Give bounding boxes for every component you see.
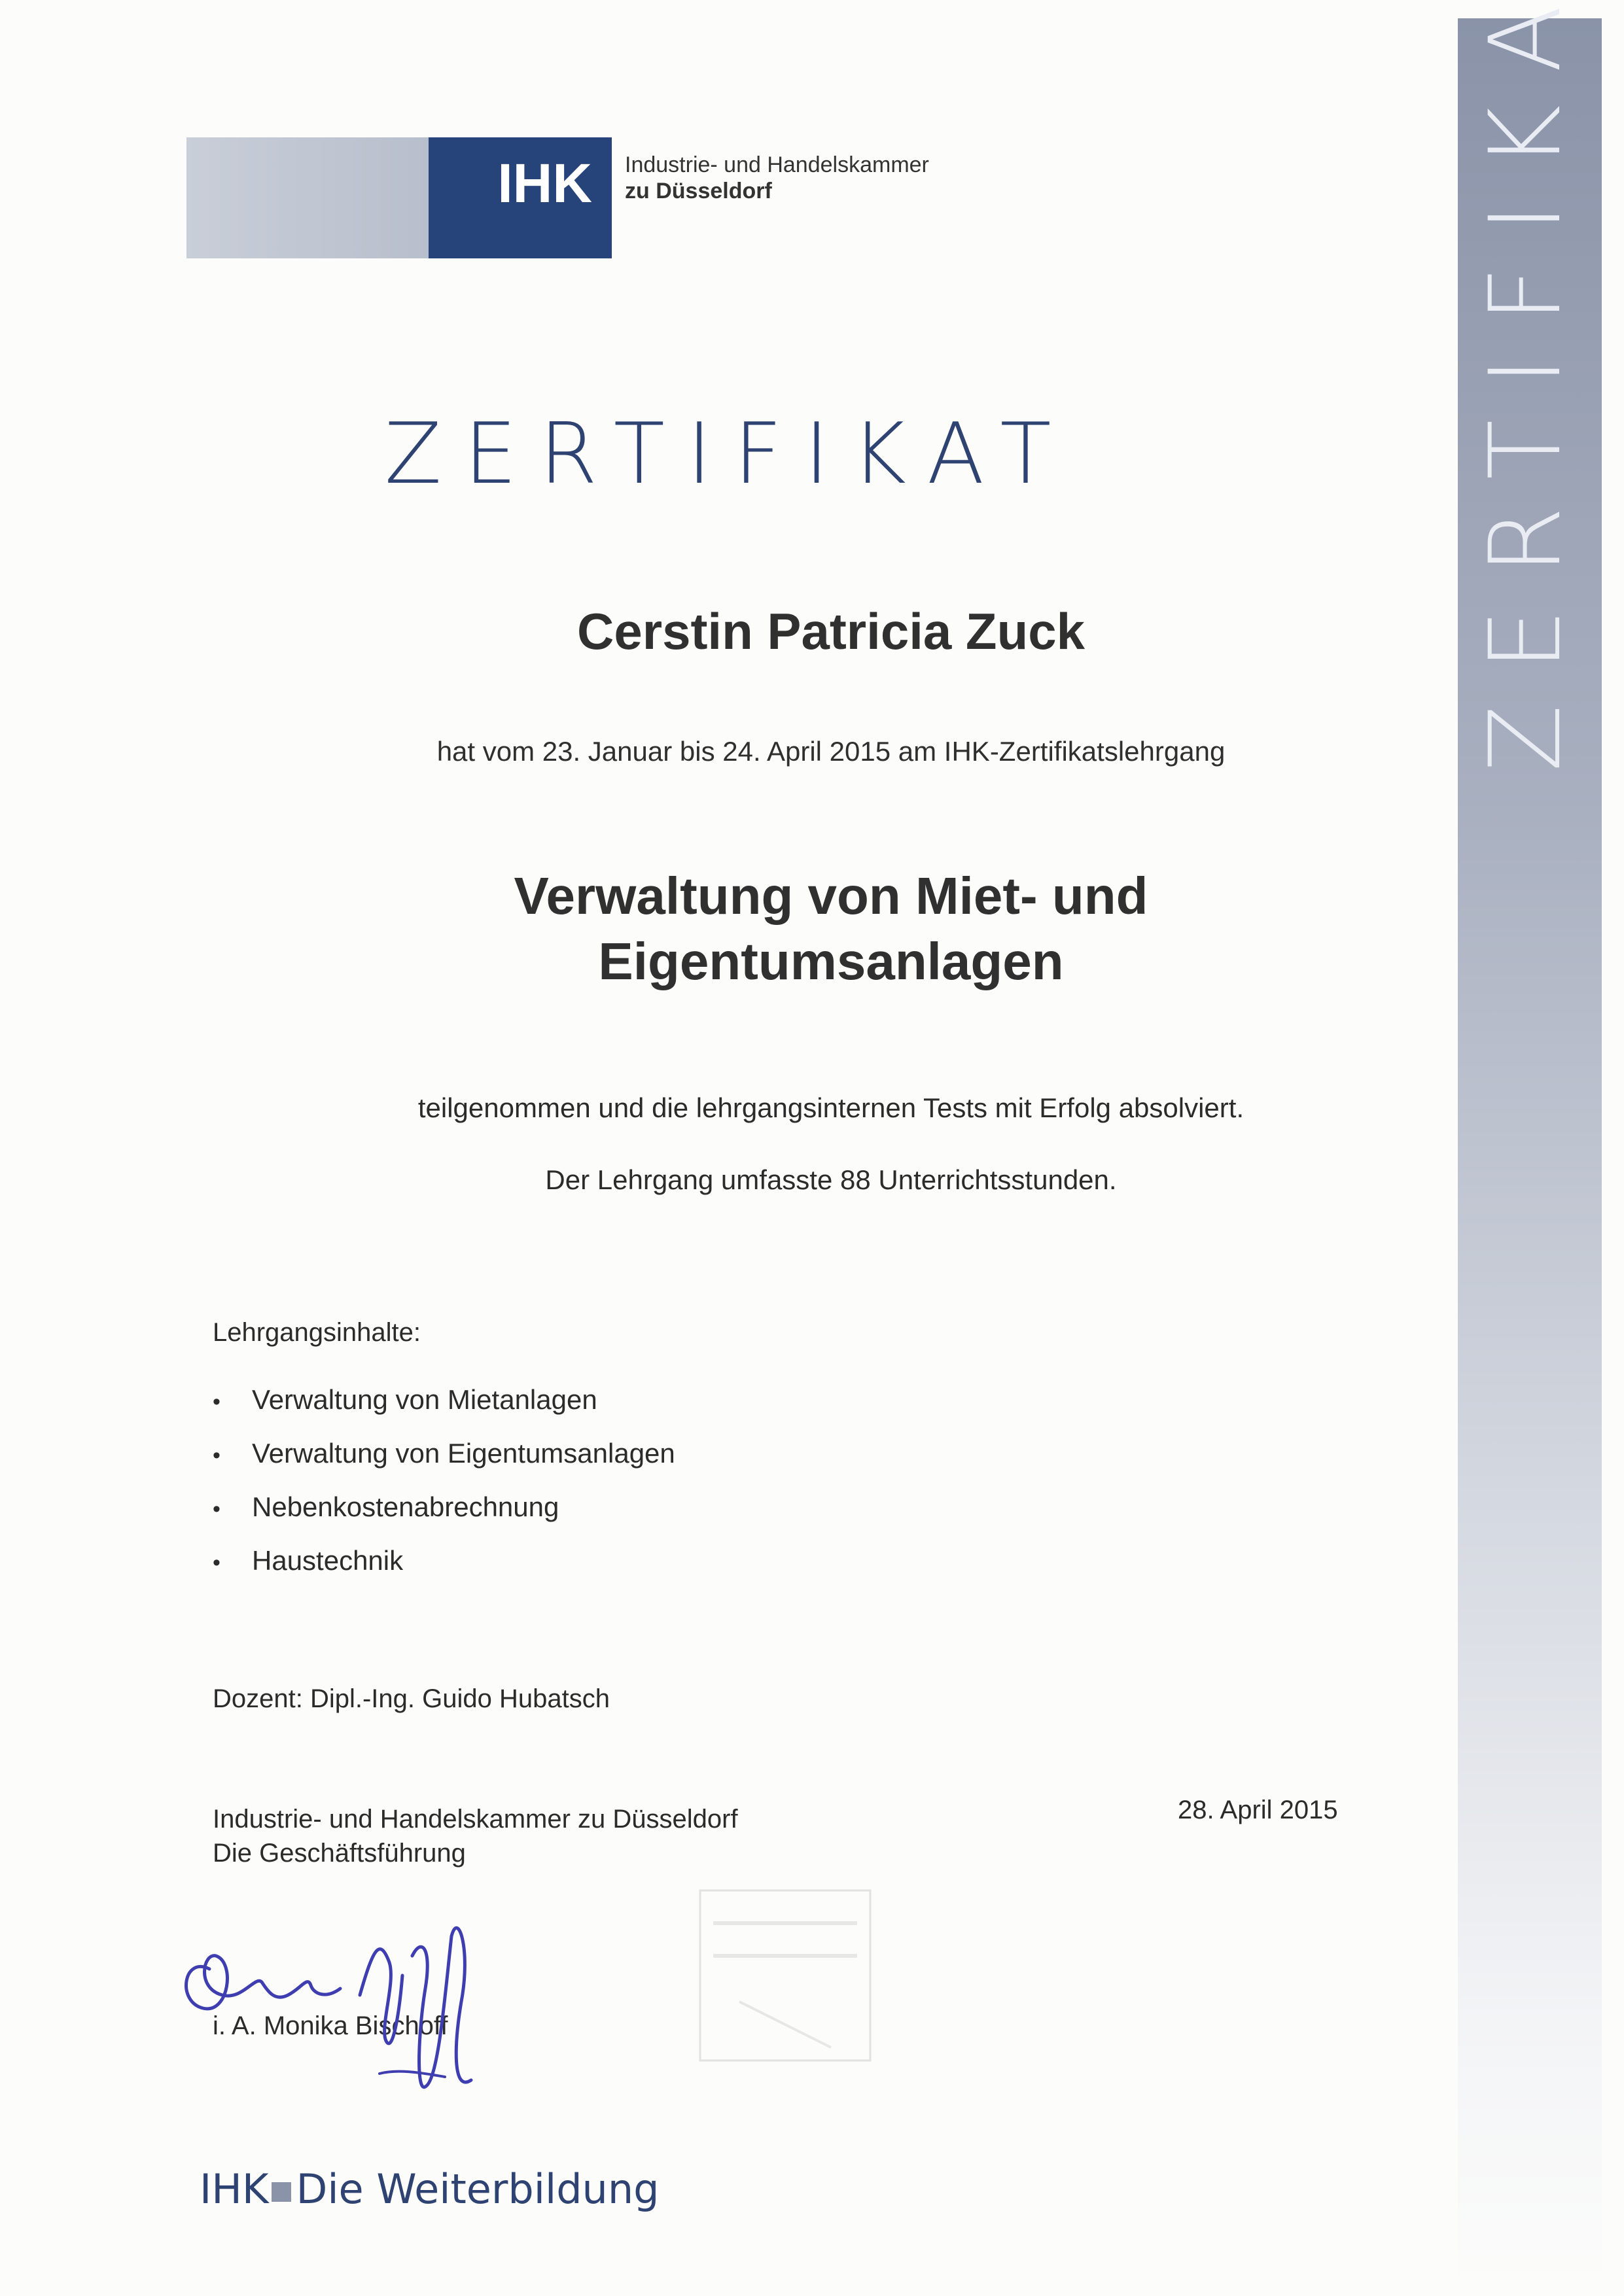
issuer — [213, 1802, 738, 1870]
footer-square-icon — [272, 2182, 291, 2202]
issuer-line2: Die Geschäftsführung — [213, 1839, 466, 1868]
bullet-icon: • — [213, 1389, 221, 1414]
list-item-label: Haustechnik — [252, 1545, 404, 1576]
issue-date: 28. April 2015 — [1178, 1796, 1338, 1824]
hours-text: Der Lehrgang umfasste 88 Unterrichtsstunden. — [545, 1164, 1117, 1195]
footer-tagline: Die Weiterbildung — [296, 2165, 660, 2213]
contents-heading: Lehrgangsinhalte: — [213, 1318, 421, 1347]
bullet-icon: • — [213, 1550, 221, 1575]
org-name — [625, 152, 929, 204]
logo-mark — [429, 137, 612, 258]
list-item-label: Nebenkostenabrechnung — [252, 1491, 559, 1522]
course-title — [196, 863, 1466, 994]
list-item — [213, 1491, 675, 1544]
list-item — [213, 1437, 675, 1491]
embossed-seal-icon — [687, 1884, 883, 2067]
footer-brand — [200, 2165, 660, 2213]
side-label — [1469, 641, 1600, 772]
bullet-icon: • — [213, 1497, 221, 1522]
issuer-line1: Industrie- und Handelskammer zu Düsseldorf — [213, 1805, 738, 1834]
bullet-icon: • — [213, 1443, 221, 1468]
contents-list — [213, 1383, 675, 1598]
signature-icon — [164, 1897, 569, 2106]
org-name-line1: Industrie- und Handelskammer — [625, 152, 929, 177]
footer-ihk: IHK — [200, 2165, 269, 2213]
list-item-label: Verwaltung von Mietanlagen — [252, 1384, 597, 1415]
signatory-name: i. A. Monika Bischoff — [213, 2011, 448, 2040]
period-text: hat vom 23. Januar bis 24. April 2015 am IHK-Zertifikatslehrgang — [436, 736, 1226, 767]
ihk-logo — [186, 137, 929, 258]
lecturer: Dozent: Dipl.-Ing. Guido Hubatsch — [213, 1684, 610, 1713]
list-item — [213, 1544, 675, 1598]
org-name-line2: zu Düsseldorf — [625, 179, 772, 203]
list-item — [213, 1383, 675, 1437]
list-item-label: Verwaltung von Eigentumsanlagen — [252, 1438, 675, 1469]
course-title-line1: Verwaltung von Miet- und — [514, 867, 1148, 925]
result-text: teilgenommen und die lehrgangsinternen Tests mit Erfolg absolviert. — [417, 1092, 1244, 1123]
page-title: ZERTIFIKAT — [384, 406, 1074, 503]
logo-mark-text: IHK — [497, 152, 592, 214]
course-title-line2: Eigentumsanlagen — [598, 932, 1064, 990]
logo-grey-block — [186, 137, 429, 258]
recipient-name: Cerstin Patricia Zuck — [577, 602, 1085, 660]
